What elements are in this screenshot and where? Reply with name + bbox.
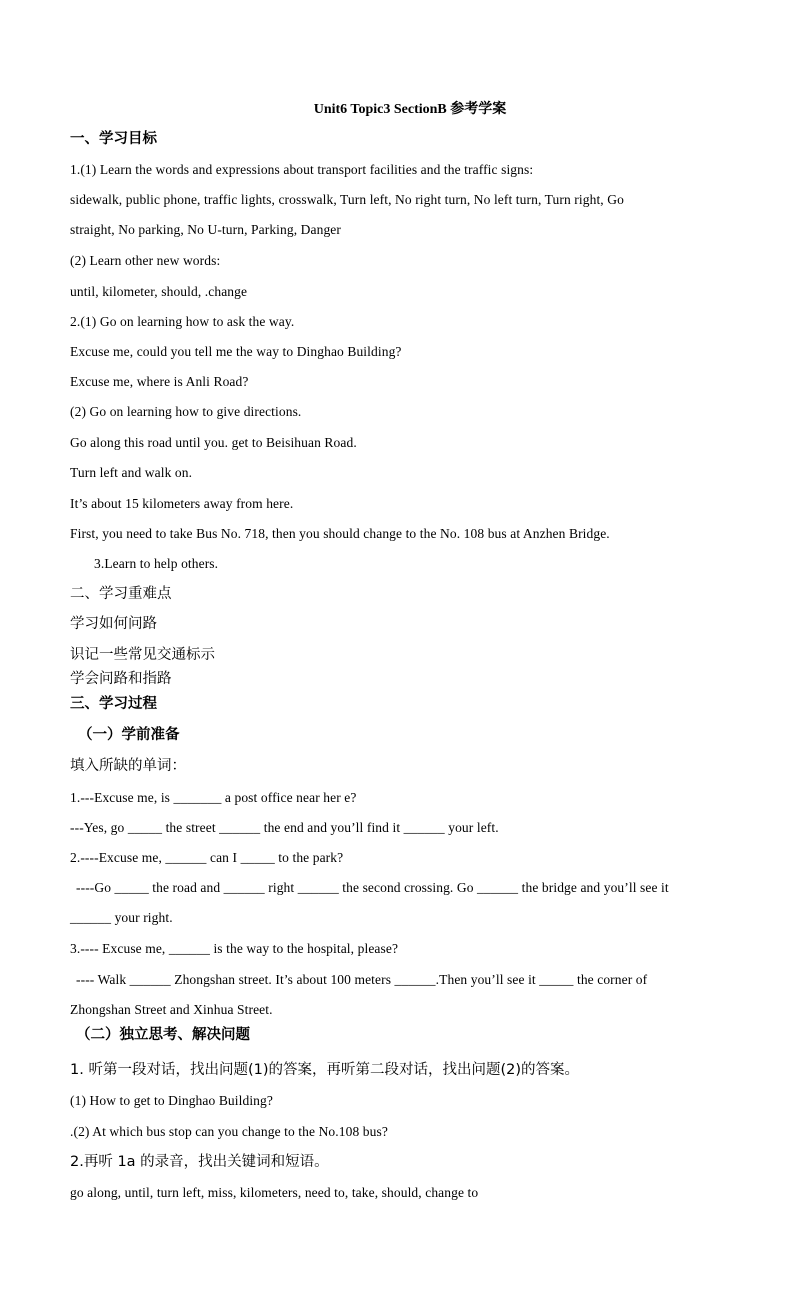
section-heading-process: 三、学习过程	[70, 696, 157, 712]
text-line: First, you need to take Bus No. 718, then you should change to the No. 108 bus at Anzhen Bridge.	[70, 526, 610, 541]
text-line: 填入所缺的单词：	[70, 758, 186, 774]
text-line: 学会问路和指路	[70, 671, 172, 687]
exercise-line: ----Go _____ the road and ______ right ______ the second crossing. Go ______ the bridge and you’ll see it	[76, 880, 669, 895]
text-line: .(2) At which bus stop can you change to the No.108 bus?	[70, 1124, 388, 1139]
text-line: sidewalk, public phone, traffic lights, crosswalk, Turn left, No right turn, No left turn, Turn right, Go	[70, 192, 624, 207]
text-line: 1.(1) Learn the words and expressions about transport facilities and the traffic signs:	[70, 162, 534, 177]
text-line: (1) How to get to Dinghao Building?	[70, 1093, 273, 1108]
text-line: Turn left and walk on.	[70, 465, 193, 480]
subsection-heading-preparation: （一）学前准备	[78, 727, 180, 743]
text-line: 2.(1) Go on learning how to ask the way.	[70, 314, 295, 329]
text-line: (2) Learn other new words:	[70, 253, 221, 268]
exercise-line: ---- Walk ______ Zhongshan street. It’s about 100 meters ______.Then you’ll see it _____ the corner of	[76, 972, 648, 987]
text-line: 识记一些常见交通标示	[70, 647, 215, 663]
section-heading-objectives: 一、学习目标	[70, 131, 157, 147]
exercise-line: 2.----Excuse me, ______ can I _____ to the park?	[70, 850, 344, 865]
text-line: go along, until, turn left, miss, kilometers, need to, take, should, change to	[70, 1185, 479, 1200]
text-line: Excuse me, could you tell me the way to Dinghao Building?	[70, 344, 402, 359]
text-line: 2.再听 1a 的录音，找出关键词和短语。	[70, 1154, 329, 1170]
text-line: straight, No parking, No U-turn, Parking, Danger	[70, 222, 341, 237]
exercise-line: ---Yes, go _____ the street ______ the end and you’ll find it ______ your left.	[70, 820, 499, 835]
exercise-line: Zhongshan Street and Xinhua Street.	[70, 1002, 273, 1017]
document-title: Unit6 Topic3 SectionB 参考学案	[313, 102, 507, 117]
subsection-heading-thinking: （二）独立思考、解决问题	[76, 1027, 250, 1043]
exercise-line: 3.---- Excuse me, ______ is the way to the hospital, please?	[70, 941, 399, 956]
text-line: 学习如何问路	[70, 616, 157, 632]
text-line: (2) Go on learning how to give directions.	[70, 404, 302, 419]
exercise-line: ______ your right.	[70, 910, 173, 925]
text-line: Excuse me, where is Anli Road?	[70, 374, 249, 389]
exercise-line: 1.---Excuse me, is _______ a post office near her e?	[70, 790, 357, 805]
text-line: Go along this road until you. get to Beisihuan Road.	[70, 435, 357, 450]
text-line: 1. 听第一段对话，找出问题(1)的答案，再听第二段对话，找出问题(2)的答案。	[70, 1062, 580, 1078]
section-heading-key-points: 二、学习重难点	[70, 586, 172, 602]
text-line: 3.Learn to help others.	[94, 556, 219, 571]
text-line: until, kilometer, should, .change	[70, 284, 248, 299]
text-line: It’s about 15 kilometers away from here.	[70, 496, 294, 511]
